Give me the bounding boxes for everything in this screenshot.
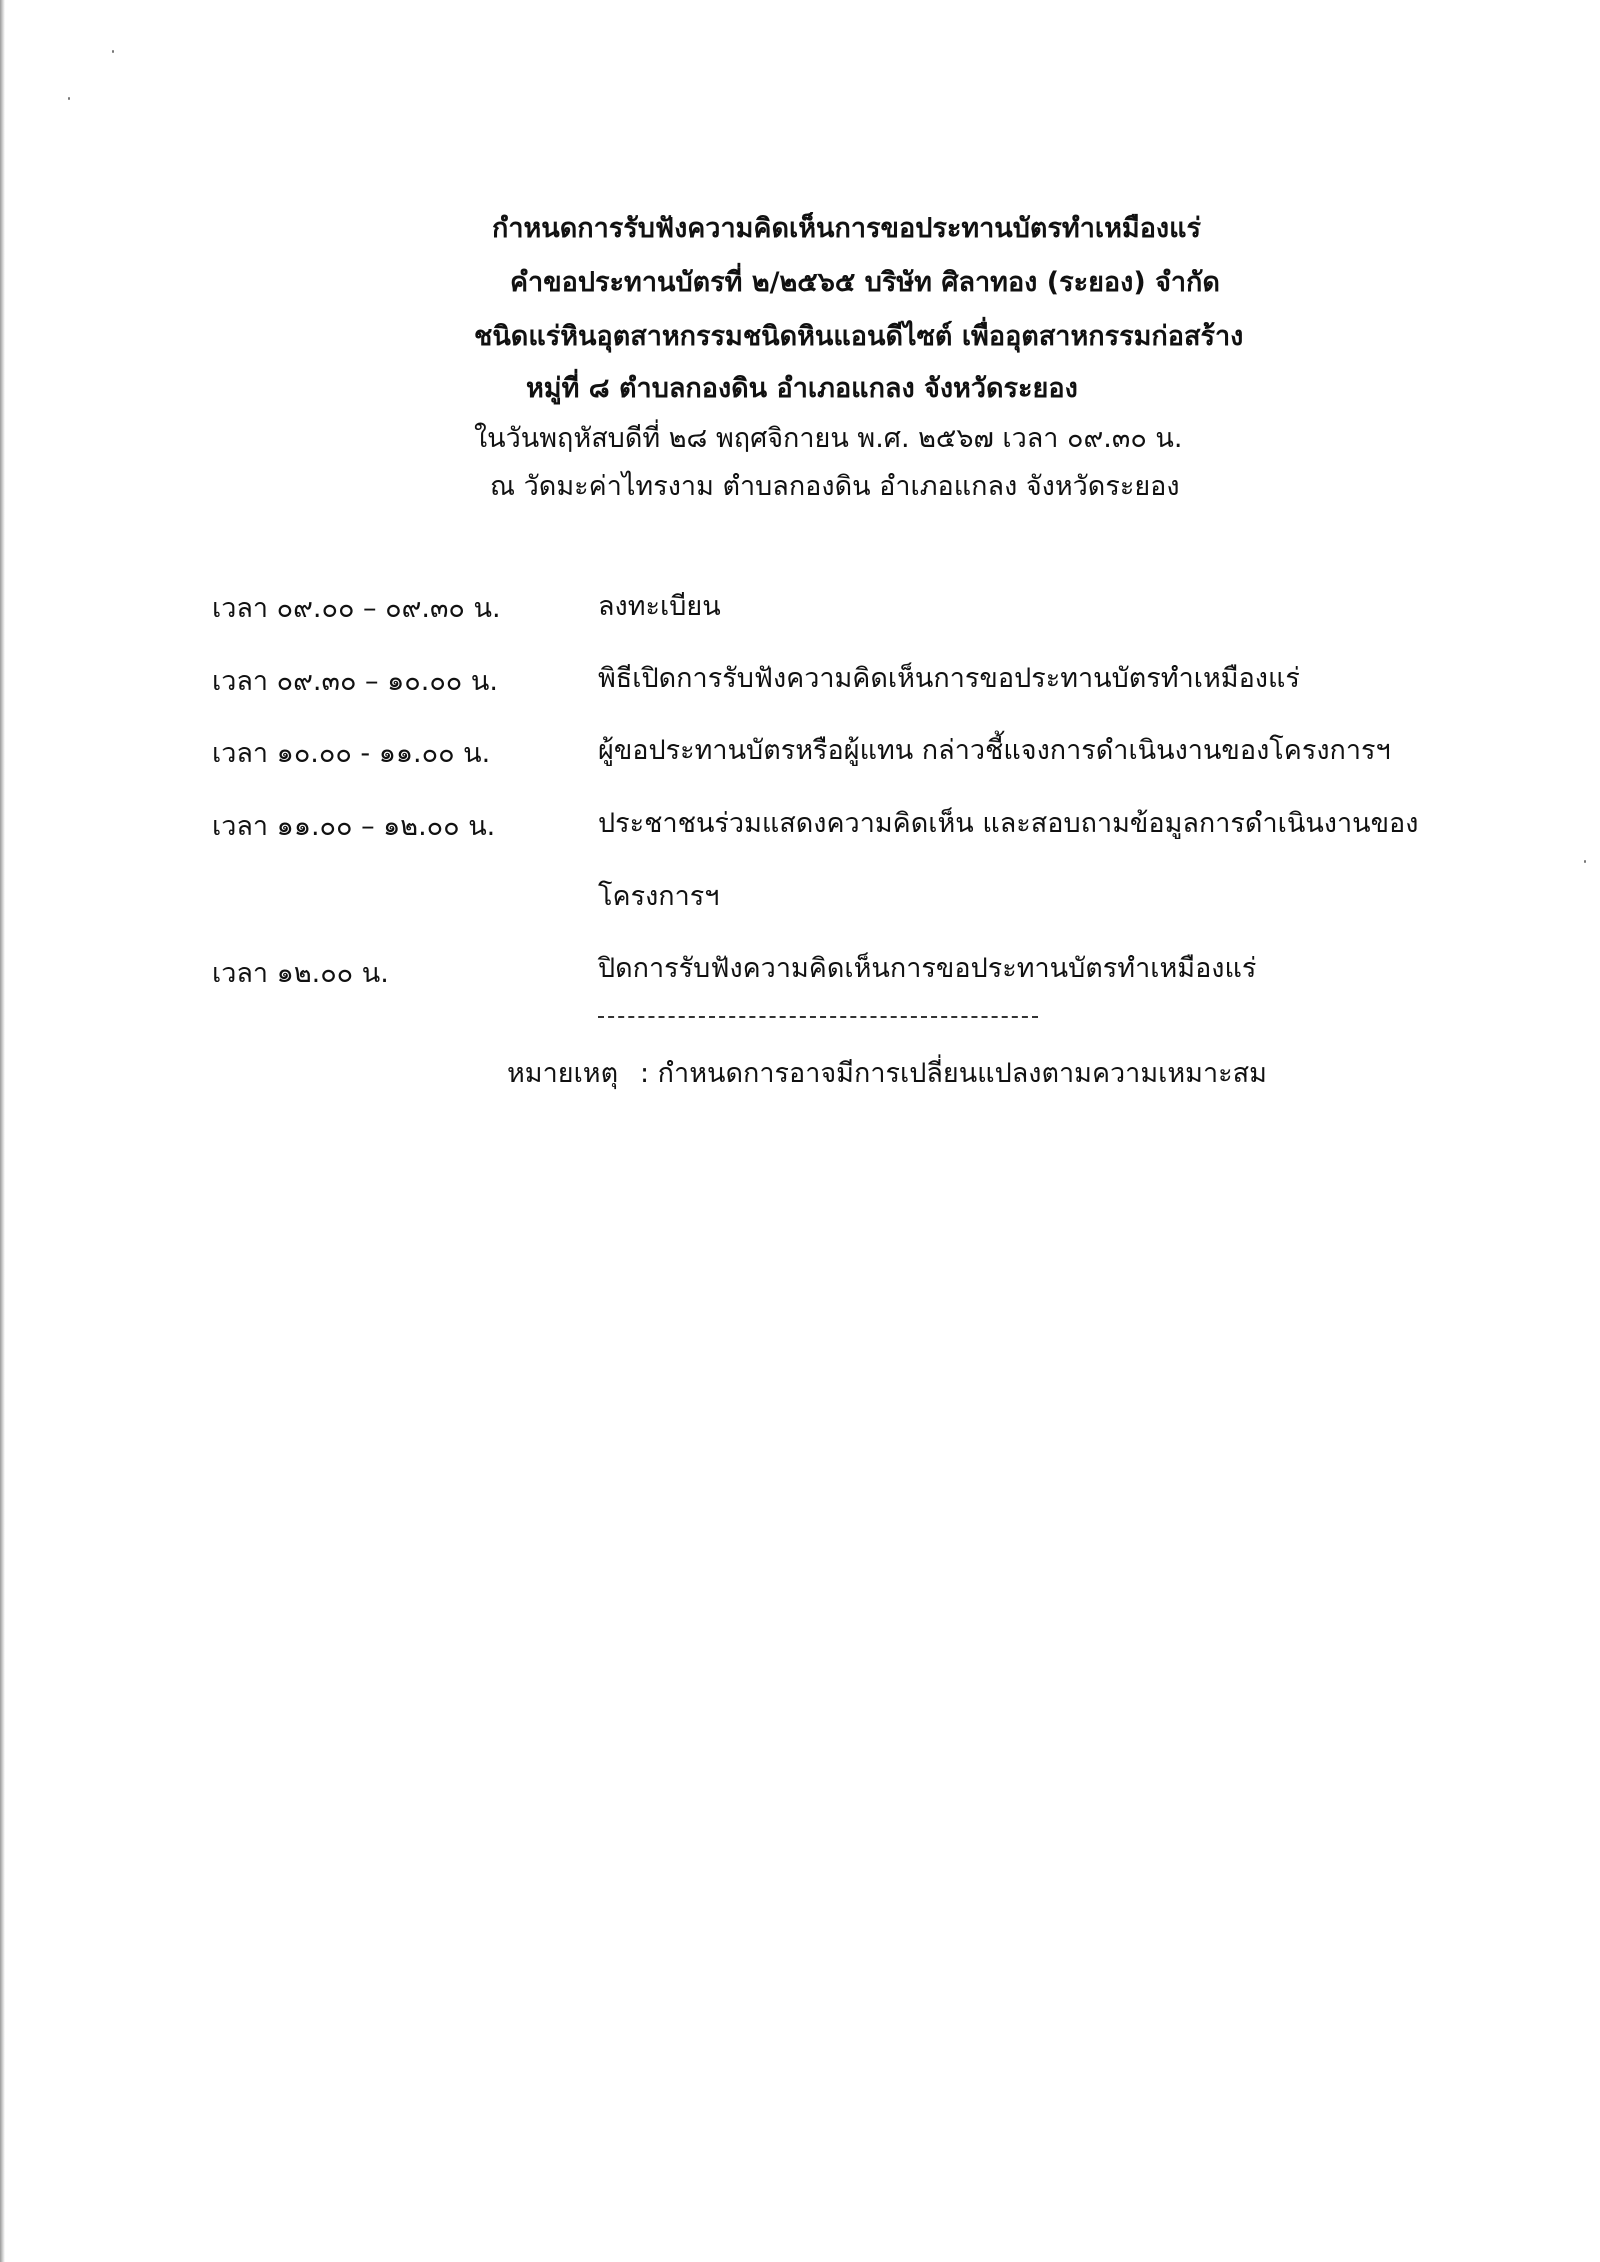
schedule-activity: ลงทะเบียน	[598, 591, 721, 622]
scan-speck	[68, 97, 70, 100]
header-mineral-line: ชนิดแร่หินอุตสาหกรรมชนิดหินแอนดีไซต์ เพื่ออุตสาหกรรมก่อสร้าง	[474, 321, 1244, 352]
note-text: : กำหนดการอาจมีการเปลี่ยนแปลงตามความเหมาะสม	[640, 1058, 1267, 1089]
header-application-line: คำขอประทานบัตรที่ ๒/๒๕๖๕ บริษัท ศิลาทอง (ระยอง) จำกัด	[510, 267, 1220, 298]
header-title: กำหนดการรับฟังความคิดเห็นการขอประทานบัตรทำเหมืองแร่	[492, 213, 1202, 244]
header-location-line: หมู่ที่ ๘ ตำบลกองดิน อำเภอแกลง จังหวัดระยอง	[526, 373, 1078, 404]
schedule-time: เวลา ๑๑.๐๐ – ๑๒.๐๐ น.	[212, 811, 496, 842]
header-venue-line: ณ วัดมะค่าไทรงาม ตำบลกองดิน อำเภอแกลง จังหวัดระยอง	[490, 471, 1180, 502]
schedule-activity: ผู้ขอประทานบัตรหรือผู้แทน กล่าวชี้แจงการดำเนินงานของโครงการฯ	[598, 735, 1391, 766]
schedule-time: เวลา ๐๙.๓๐ – ๑๐.๐๐ น.	[212, 666, 498, 697]
dashed-divider	[598, 1016, 1038, 1018]
schedule-activity: ปิดการรับฟังความคิดเห็นการขอประทานบัตรทำเหมืองแร่	[598, 953, 1257, 984]
scan-edge-shadow	[0, 0, 5, 2262]
schedule-activity-continued: โครงการฯ	[598, 881, 720, 912]
schedule-time: เวลา ๑๒.๐๐ น.	[212, 958, 389, 989]
scan-speck	[112, 50, 114, 53]
schedule-time: เวลา ๐๙.๐๐ – ๐๙.๓๐ น.	[212, 593, 501, 624]
schedule-time: เวลา ๑๐.๐๐ - ๑๑.๐๐ น.	[212, 738, 491, 769]
header-date-line: ในวันพฤหัสบดีที่ ๒๘ พฤศจิกายน พ.ศ. ๒๕๖๗ เวลา ๐๙.๓๐ น.	[474, 423, 1183, 454]
schedule-activity: พิธีเปิดการรับฟังความคิดเห็นการขอประทานบัตรทำเหมืองแร่	[598, 663, 1300, 694]
note-label: หมายเหตุ	[507, 1058, 619, 1089]
scan-speck	[1584, 860, 1586, 863]
schedule-activity: ประชาชนร่วมแสดงความคิดเห็น และสอบถามข้อมูลการดำเนินงานของ	[598, 808, 1419, 839]
